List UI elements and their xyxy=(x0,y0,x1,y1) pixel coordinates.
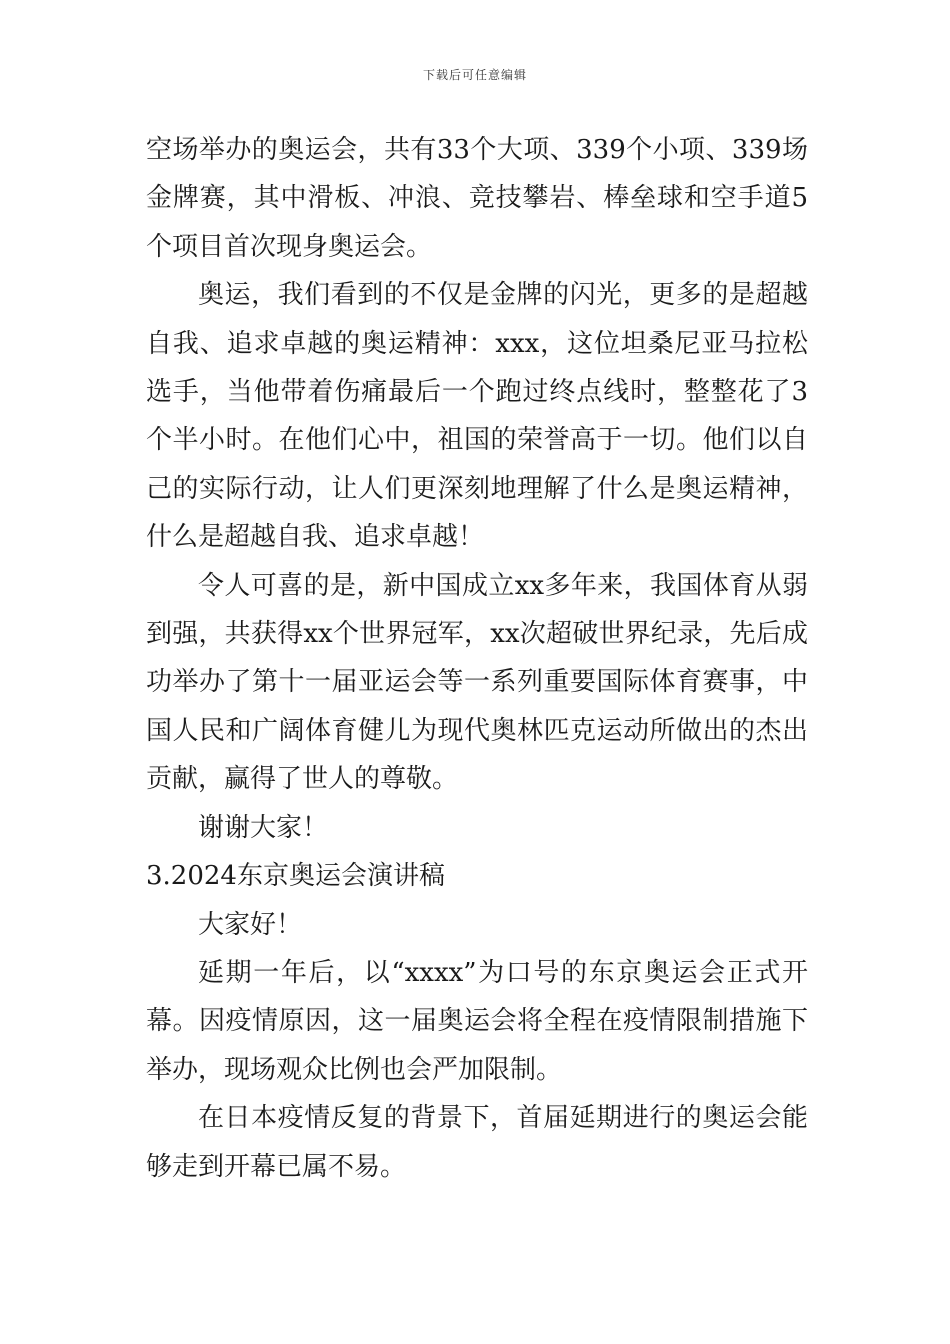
paragraph-continued: 空场举办的奥运会，共有33个大项、339个小项、339场金牌赛，其中滑板、冲浪、竞技攀岩、棒垒球和空手道5个项目首次现身奥运会。 xyxy=(146,135,808,262)
section-heading: 3.2024东京奥运会演讲稿 xyxy=(146,861,445,892)
paragraph-greeting: 大家好！ xyxy=(198,909,303,940)
paragraph-thanks: 谢谢大家！ xyxy=(198,812,329,843)
page-header: 下载后可任意编辑 xyxy=(422,68,527,82)
paragraph-opening: 延期一年后，以“xxxx”为口号的东京奥运会正式开幕。因疫情原因，这一届奥运会将全程在疫情限制措施下举办，现场观众比例也会严加限制。 xyxy=(146,957,808,1085)
paragraph-background: 在日本疫情反复的背景下，首届延期进行的奥运会能够走到开幕已属不易。 xyxy=(146,1103,808,1182)
document-body xyxy=(146,126,808,1191)
paragraph-olympic-spirit: 奥运，我们看到的不仅是金牌的闪光，更多的是超越自我、追求卓越的奥运精神：xxx，这位坦桑尼亚马拉松选手，当他带着伤痛最后一个跑过终点线时，整整花了3个半小时。在他们心中，祖国的荣誉高于一切。他们以自己的实际行动，让人们更深刻地理解了什么是奥运精神，什么是超越自我、追求卓越！ xyxy=(146,280,808,553)
paragraph-china-sports: 令人可喜的是，新中国成立xx多年来，我国体育从弱到强，共获得xx个世界冠军，xx次超破世界纪录，先后成功举办了第十一届亚运会等一系列重要国际体育赛事，中国人民和广阔体育健儿为现代奥林匹克运动所做出的杰出贡献，赢得了世人的尊敬。 xyxy=(146,570,808,795)
